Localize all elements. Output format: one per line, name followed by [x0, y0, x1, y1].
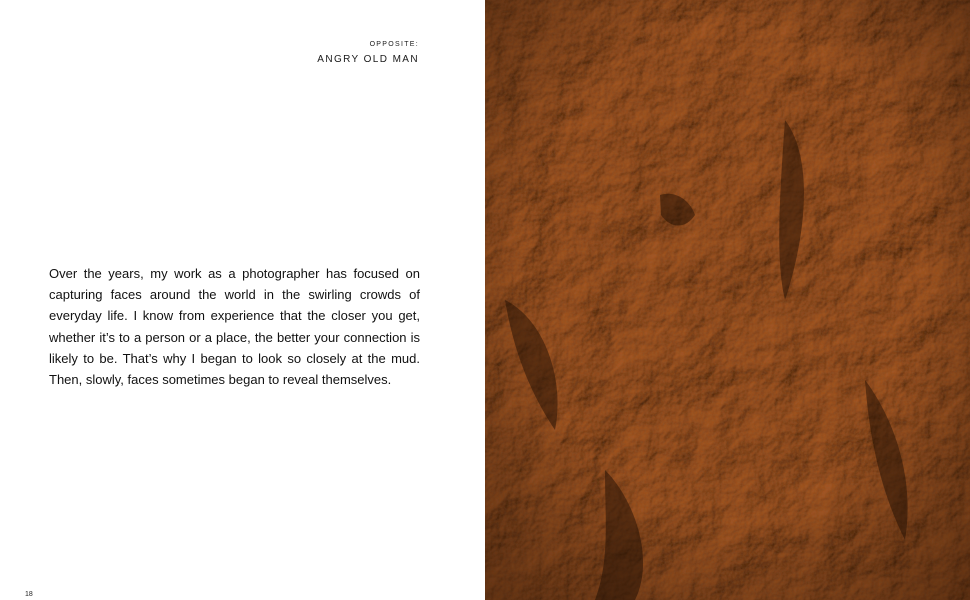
mud-texture-image — [485, 0, 970, 600]
photo-caption — [317, 40, 419, 68]
page-number: 18 — [25, 591, 33, 598]
caption-title: ANGRY OLD MAN — [317, 54, 419, 65]
mud-photo — [485, 0, 970, 600]
caption-label: OPPOSITE: — [369, 41, 419, 48]
body-paragraph: Over the years, my work as a photographer has focused on capturing faces around the world in the swirling crowds of everyday life. I know from experience that the closer you get, whether it’s to a person or a place, the better your connection is likely to be. That’s why I began to look so closely at the mud. Then, slowly, faces sometimes began to reveal themselves. — [49, 266, 420, 388]
